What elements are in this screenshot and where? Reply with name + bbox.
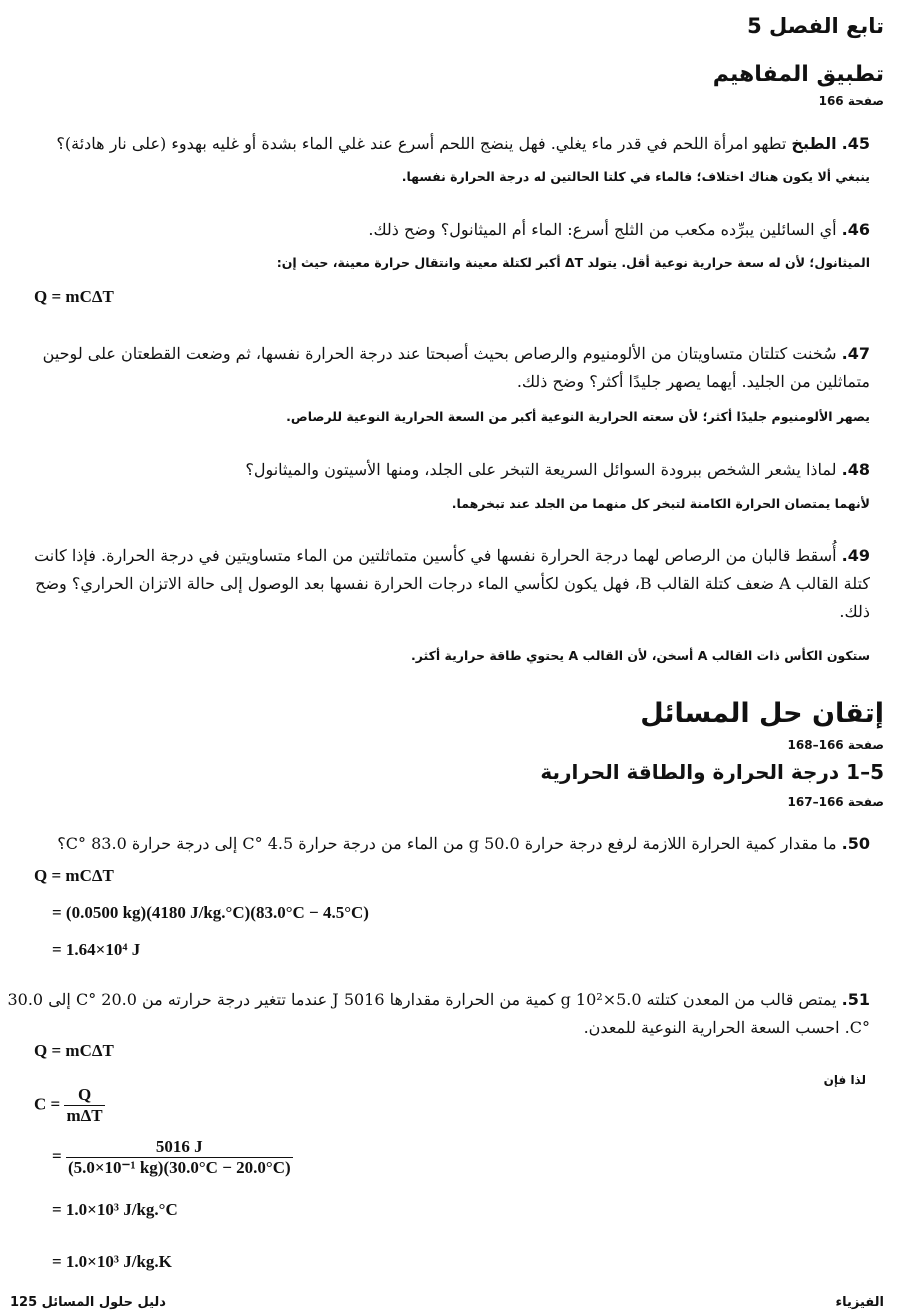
fraction-numerator: 5016 J xyxy=(66,1137,293,1158)
equation-51-5: = 1.0×10³ J/kg.K xyxy=(52,1252,172,1271)
fraction-q-over-mdt xyxy=(64,1085,104,1126)
footer-subject: الفيزياء xyxy=(835,1295,884,1310)
fraction-denominator: mΔT xyxy=(66,1106,103,1125)
question-number: 49. xyxy=(841,546,870,565)
question-number: 46. xyxy=(841,220,870,239)
footer-page: دليل حلول المسائل 125 xyxy=(10,1295,166,1310)
question-49 xyxy=(4,542,870,626)
problem-number: 51. xyxy=(841,990,870,1009)
section-page-ref: صفحة 166 xyxy=(818,94,884,108)
problem-text: ما مقدار كمية الحرارة اللازمة لرفع درجة حرارة 50.0 g من الماء من درجة حرارة 4.5 °C إلى درجة حرارة 83.0 °C؟ xyxy=(57,834,837,853)
subsection-heading: 5–1 درجة الحرارة والطاقة الحرارية xyxy=(540,760,884,784)
fraction-numeric xyxy=(66,1137,293,1178)
mastery-heading: إتقان حل المسائل xyxy=(640,698,884,729)
equals-sign: = xyxy=(52,1146,62,1166)
answer-48: لأنهما يمتصان الحرارة الكامنة لتبخر كل منهما من الجلد عند تبخرهما. xyxy=(451,496,870,511)
question-text: سُخنت كتلتان متساويتان من الألومنيوم والرصاص بحيث أصبحتا عند درجة الحرارة نفسها، ثم وضعت القطعتان على لوحين متماثلين من الجليد. أيهما يصهر جليدًا أكثر؟ وضح ذلك. xyxy=(42,344,870,391)
question-48 xyxy=(20,456,870,484)
fraction-denominator: (5.0×10⁻¹ kg)(30.0°C − 20.0°C) xyxy=(67,1158,291,1177)
question-text: أُسقط قالبان من الرصاص لهما درجة الحرارة نفسها في كأسين متماثلتين من الماء متساويتين في درجة الحرارة. فإذا كانت كتلة القالب A ضعف كتلة القالب B، فهل يكون لكأسي الماء درجات الحرارة نفسها بعد الوصول إلى حالة الاتزان الحراري؟ وضح ذلك. xyxy=(34,546,870,621)
answer-49: ستكون الكأس ذات القالب A أسخن، لأن القالب A يحتوي طاقة حرارية أكثر. xyxy=(410,648,870,663)
question-45 xyxy=(20,130,870,158)
fraction-numerator: Q xyxy=(64,1085,104,1106)
equation-51-3 xyxy=(52,1137,293,1178)
equation-46: Q = mCΔT xyxy=(34,287,114,306)
equation-50-1: Q = mCΔT xyxy=(34,866,114,885)
equation-51-1: Q = mCΔT xyxy=(34,1041,114,1060)
chapter-heading: تابع الفصل 5 xyxy=(747,14,884,38)
subsection-page-ref: صفحة 166–167 xyxy=(787,795,884,809)
answer-47: يصهر الألومنيوم جليدًا أكثر؛ لأن سعته الحرارية النوعية أكبر من السعة الحرارية النوعية للرصاص. xyxy=(286,409,870,424)
mastery-page-ref: صفحة 166–168 xyxy=(787,738,884,752)
question-number: 45. xyxy=(841,134,870,153)
equation-50-2: = (0.0500 kg)(4180 J/kg.°C)(83.0°C − 4.5°C) xyxy=(52,903,369,922)
equation-51-4: = 1.0×10³ J/kg.°C xyxy=(52,1200,178,1219)
section-heading: تطبيق المفاهيم xyxy=(712,62,884,87)
question-lead: الطبخ xyxy=(791,134,837,153)
problem-50 xyxy=(20,830,870,858)
question-46 xyxy=(20,216,870,244)
question-text: أي السائلين يبرِّده مكعب من الثلج أسرع: الماء أم الميثانول؟ وضح ذلك. xyxy=(368,220,837,239)
problem-number: 50. xyxy=(841,834,870,853)
problem-text: يمتص قالب من المعدن كتلته 5.0×10² g كمية من الحرارة مقدارها 5016 J عندما تتغير درجة حرارته من 20.0 °C إلى 30.0 °C. احسب السعة الحرارية النوعية للمعدن. xyxy=(7,990,870,1037)
question-text: تطهو امرأة اللحم في قدر ماء يغلي. فهل ينضج اللحم أسرع عند غلي الماء بشدة أو غليه بهدوء (على نار هادئة)؟ xyxy=(56,134,787,153)
problem-51 xyxy=(4,986,870,1042)
question-number: 48. xyxy=(841,460,870,479)
therefore-label: لذا فإن xyxy=(823,1073,866,1087)
equation-51-2 xyxy=(34,1085,105,1126)
answer-45: ينبغي ألا يكون هناك اختلاف؛ فالماء في كلتا الحالتين له درجة الحرارة نفسها. xyxy=(401,169,870,184)
c-equals: C = xyxy=(34,1094,61,1114)
question-number: 47. xyxy=(841,344,870,363)
equation-50-3: = 1.64×10⁴ J xyxy=(52,940,141,959)
question-47 xyxy=(4,340,870,396)
question-text: لماذا يشعر الشخص ببرودة السوائل السريعة التبخر على الجلد، ومنها الأسيتون والميثانول؟ xyxy=(245,460,837,479)
answer-46: الميثانول؛ لأن له سعة حرارية نوعية أقل. يتولد ΔT أكبر لكتلة معينة وانتقال حرارة معينة، حيث إن: xyxy=(276,255,870,270)
